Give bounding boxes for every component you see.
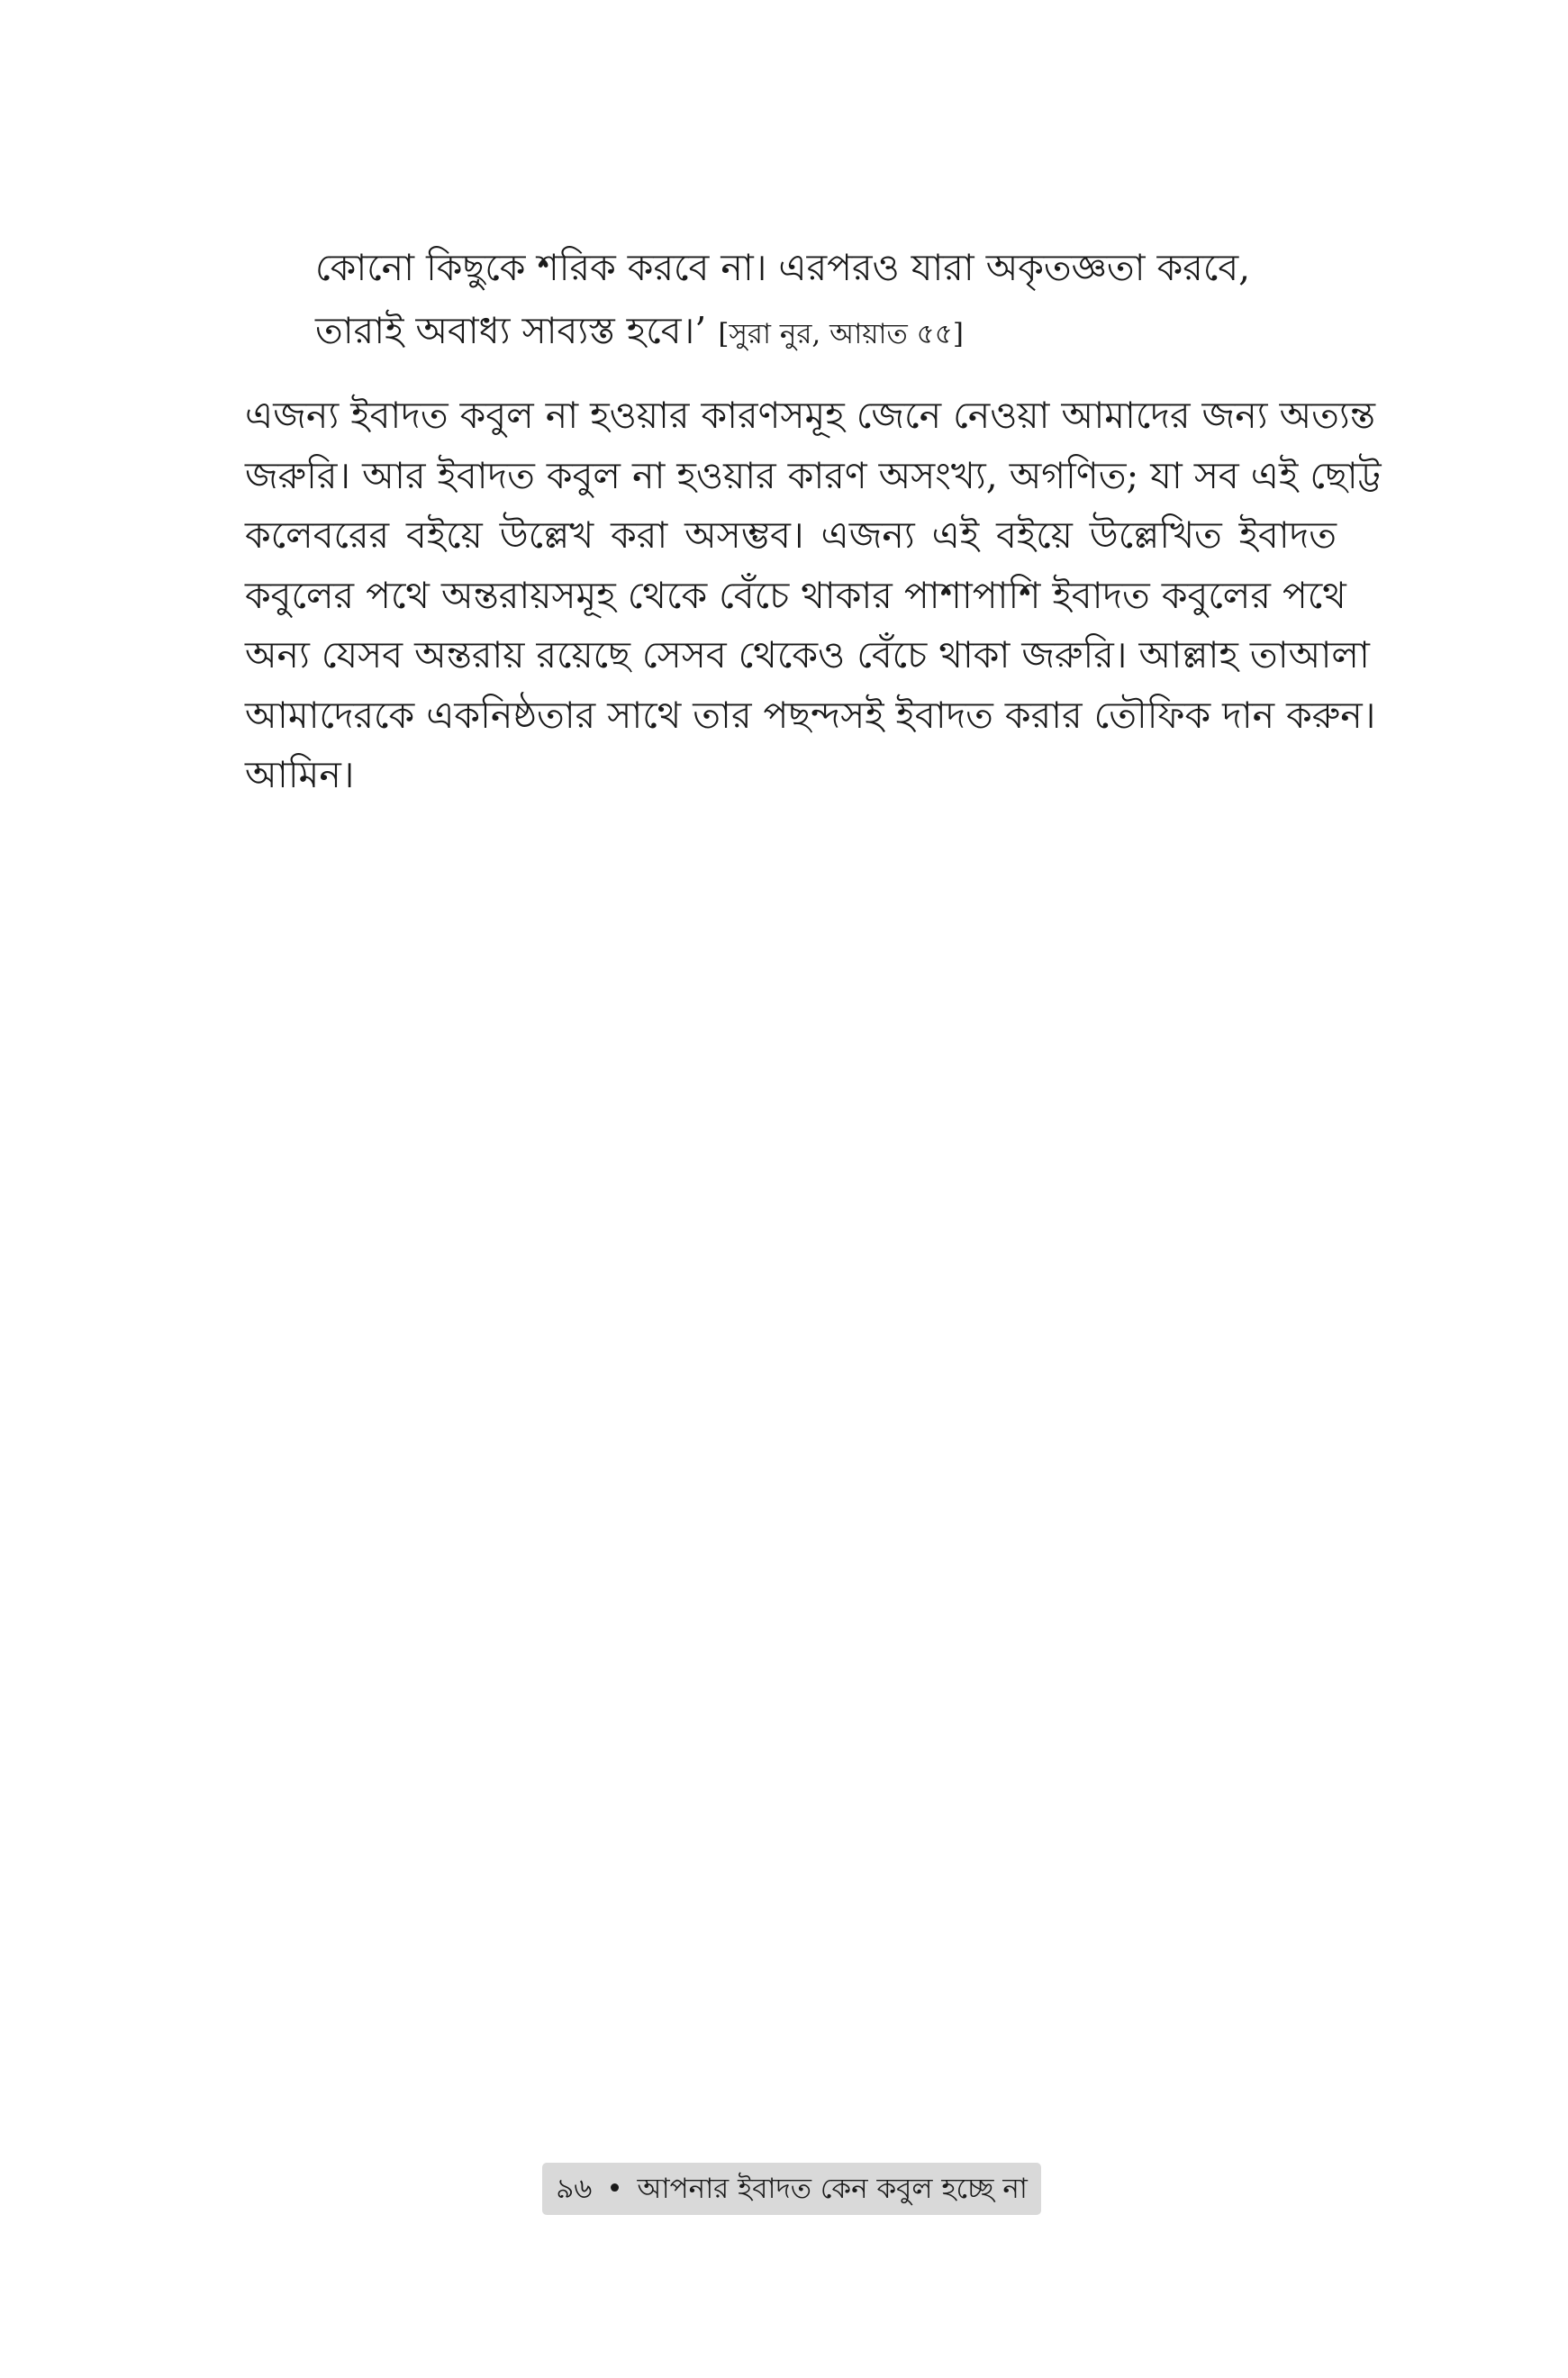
book-title: আপনার ইবাদত কেন কবুল হচ্ছে না bbox=[637, 2173, 1028, 2205]
quote-citation: [সুরা নুর, আয়াত ৫৫] bbox=[718, 318, 964, 350]
paragraph-line: কবুলের পথে অন্তরায়সমূহ থেকে বেঁচে থাকার পাশাপাশি ইবাদত কবুলের পথে bbox=[245, 573, 1346, 617]
paragraph-line: অন্য যেসব অন্তরায় রয়েছে সেসব থেকেও বেঁচে থাকা জরুরি। আল্লাহ তাআলা bbox=[245, 633, 1370, 676]
quote-line-1: কোনো কিছুকে শরিক করবে না। এরপরও যারা অকৃতজ্ঞতা করবে, bbox=[315, 246, 1251, 289]
paragraph-line: আমাদেরকে একনিষ্ঠতার সাথে তার পছন্দসই ইবাদত করার তৌফিক দান করুন। bbox=[245, 693, 1376, 737]
paragraph-line: এজন্য ইবাদত কবুল না হওয়ার কারণসমূহ জেনে নেওয়া আমাদের জন্য অত্যন্ত bbox=[245, 394, 1376, 437]
quoted-verse bbox=[315, 236, 1324, 366]
quote-line-2 bbox=[315, 299, 1324, 366]
paragraph-line: কলেবরের বইয়ে উল্লেখ করা অসম্ভব। এজন্য এই বইয়ে উল্লেখিত ইবাদত bbox=[245, 513, 1337, 557]
page-footer bbox=[542, 2163, 1041, 2215]
quote-line-2-text: তারাই অবাধ্য সাব্যস্ত হবে।’ bbox=[315, 309, 707, 352]
body-paragraph bbox=[245, 386, 1382, 805]
page-number: ৯৬ bbox=[556, 2173, 593, 2205]
paragraph-line: জরুরি। আর ইবাদত কবুল না হওয়ার কারণ অসংখ্য, অগণিত; যা সব এই ছোট্ট bbox=[245, 453, 1382, 497]
separator-bullet: • bbox=[606, 2173, 623, 2205]
paragraph-line: আমিন। bbox=[245, 753, 355, 796]
